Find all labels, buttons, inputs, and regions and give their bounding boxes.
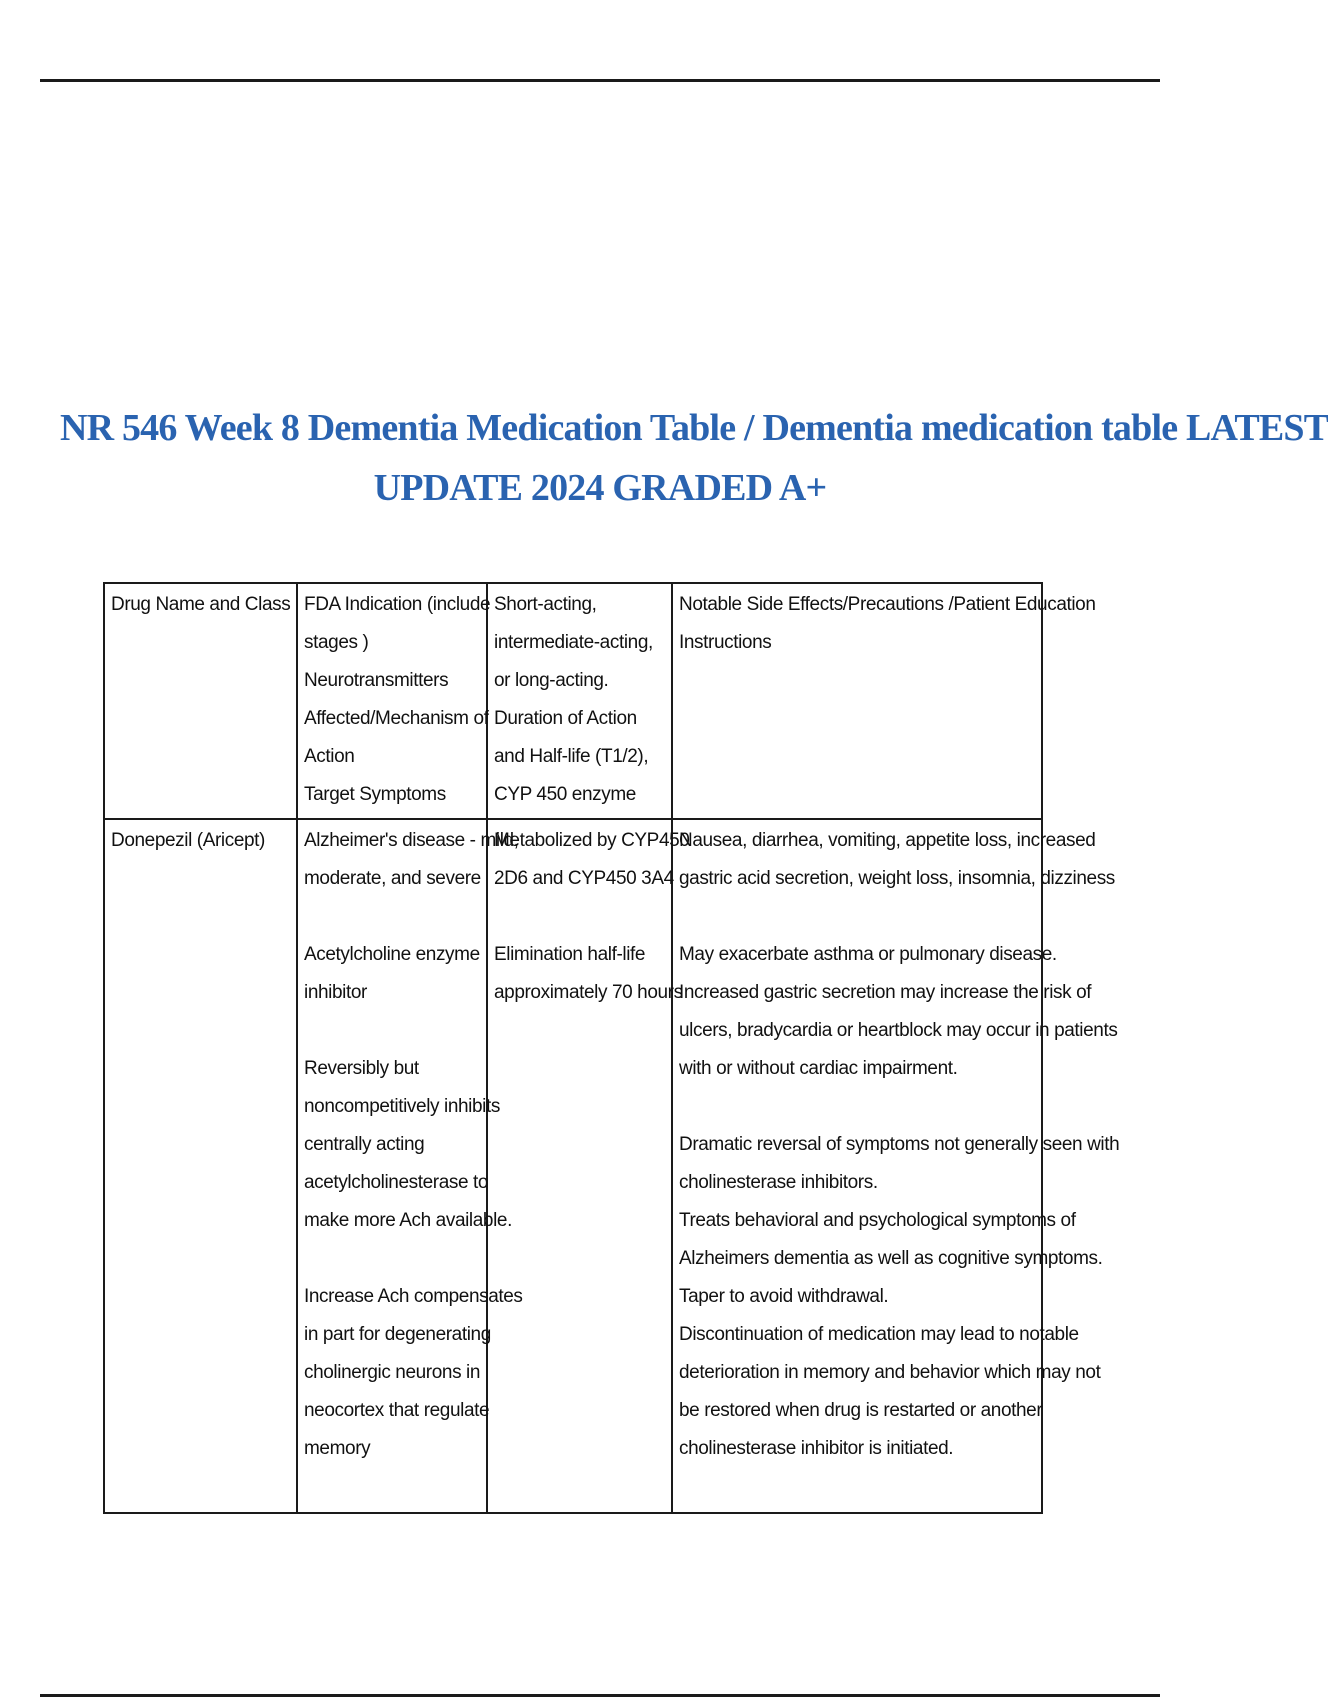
indication-text: moderate, and severe <box>304 868 481 889</box>
header-text: and Half-life (T1/2), <box>494 746 649 767</box>
side-effects-text: cholinesterase inhibitors. <box>679 1172 878 1193</box>
side-effects-text: deterioration in memory and behavior which may not <box>679 1362 1101 1383</box>
indication-text: centrally acting <box>304 1134 425 1155</box>
table-header-row <box>104 583 1042 819</box>
side-effects-text: gastric acid secretion, weight loss, insomnia, dizziness <box>679 868 1115 889</box>
header-text: stages ) <box>304 632 369 653</box>
paragraph-gap <box>679 898 1035 936</box>
indication-text: cholinergic neurons in <box>304 1362 481 1383</box>
header-text: Duration of Action <box>494 708 637 729</box>
top-rule <box>40 79 1160 82</box>
header-text: Drug Name and Class <box>111 594 291 615</box>
cell-duration <box>487 819 690 1513</box>
indication-text: Increase Ach compensates <box>304 1286 523 1307</box>
header-text: Short-acting, <box>494 594 597 615</box>
document-title <box>60 398 1328 518</box>
duration-text: Elimination half-life <box>494 944 646 965</box>
drug-name: Donepezil (Aricept) <box>111 830 265 851</box>
cell-fda-indication <box>297 819 523 1513</box>
paragraph-gap <box>304 898 480 936</box>
side-effects-text: Nausea, diarrhea, vomiting, appetite loss, increased <box>679 830 1096 851</box>
side-effects-text: Treats behavioral and psychological symptoms of <box>679 1210 1076 1231</box>
indication-text: Alzheimer's disease - mild, <box>304 830 519 851</box>
header-drug-name <box>104 583 297 819</box>
header-text: Notable Side Effects/Precautions /Patient Education <box>679 594 1096 615</box>
indication-text: neocortex that regulate <box>304 1400 490 1421</box>
duration-text: approximately 70 hours <box>494 982 683 1003</box>
side-effects-text: be restored when drug is restarted or another <box>679 1400 1043 1421</box>
side-effects-text: Alzheimers dementia as well as cognitive symptoms. <box>679 1248 1103 1269</box>
header-duration <box>487 583 672 819</box>
bottom-rule <box>40 1694 1160 1697</box>
header-text: Affected/Mechanism of <box>304 708 489 729</box>
indication-text: in part for degenerating <box>304 1324 491 1345</box>
side-effects-text: Increased gastric secretion may increase the risk of <box>679 982 1092 1003</box>
cell-drug-name <box>104 819 297 1513</box>
indication-text: Acetylcholine enzyme <box>304 944 480 965</box>
side-effects-text: May exacerbate asthma or pulmonary disease. <box>679 944 1057 965</box>
indication-text: noncompetitively inhibits <box>304 1096 500 1117</box>
side-effects-text: Taper to avoid withdrawal. <box>679 1286 889 1307</box>
cell-side-effects <box>672 819 1120 1513</box>
indication-text: make more Ach available. <box>304 1210 512 1231</box>
title-line-2: UPDATE 2024 GRADED A+ <box>373 467 827 509</box>
medication-table <box>103 582 1120 1514</box>
header-text: Action <box>304 746 355 767</box>
header-text: intermediate-acting, <box>494 632 653 653</box>
header-text: Instructions <box>679 632 772 653</box>
paragraph-gap <box>679 1088 1035 1126</box>
header-side-effects <box>672 583 1096 819</box>
header-text: or long-acting. <box>494 670 609 691</box>
side-effects-text: cholinesterase inhibitor is initiated. <box>679 1438 954 1459</box>
indication-text: acetylcholinesterase to <box>304 1172 489 1193</box>
header-fda-indication <box>297 583 491 819</box>
duration-text: Metabolized by CYP450 <box>494 830 690 851</box>
header-text: CYP 450 enzyme <box>494 784 636 805</box>
side-effects-text: ulcers, bradycardia or heartblock may occur in patients <box>679 1020 1118 1041</box>
header-text: FDA Indication (include <box>304 594 491 615</box>
duration-text: 2D6 and CYP450 3A4 <box>494 868 674 889</box>
side-effects-text: with or without cardiac impairment. <box>679 1058 958 1079</box>
title-line-1: NR 546 Week 8 Dementia Medication Table / Dementia medication table LATEST <box>60 407 1328 449</box>
paragraph-gap <box>494 898 665 936</box>
header-text: Neurotransmitters <box>304 670 449 691</box>
table-row <box>104 819 1042 1513</box>
side-effects-text: Dramatic reversal of symptoms not generally seen with <box>679 1134 1120 1155</box>
indication-text: Reversibly but <box>304 1058 419 1079</box>
side-effects-text: Discontinuation of medication may lead to notable <box>679 1324 1079 1345</box>
header-text: Target Symptoms <box>304 784 446 805</box>
paragraph-gap <box>304 1012 480 1050</box>
paragraph-gap <box>304 1240 480 1278</box>
indication-text: memory <box>304 1438 371 1459</box>
indication-text: inhibitor <box>304 982 367 1003</box>
